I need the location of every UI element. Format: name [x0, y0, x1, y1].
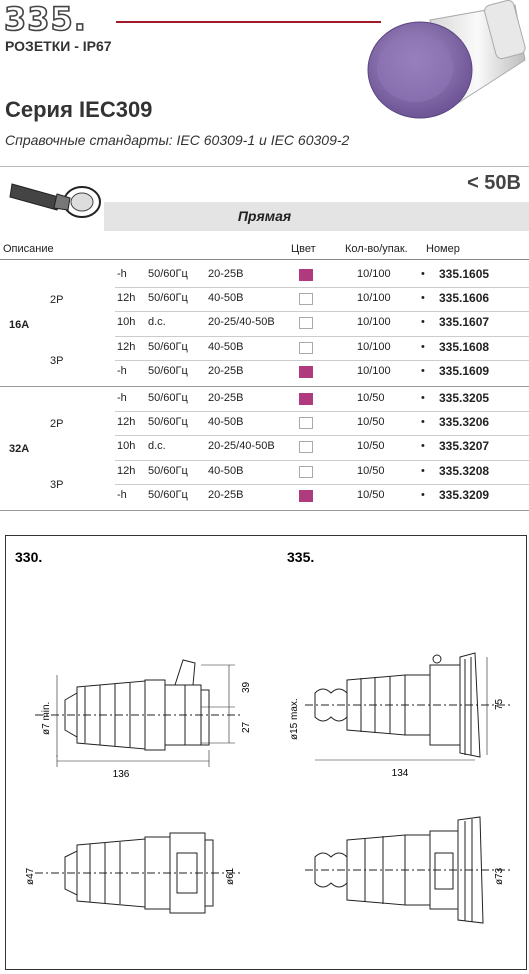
- row-voltage: 40-50В: [208, 292, 244, 305]
- dim-height-75: 75: [494, 698, 505, 710]
- row-pack: 10/50: [357, 392, 385, 404]
- table-divider: [115, 360, 529, 361]
- divider: [0, 166, 529, 167]
- row-number: 335.1606: [439, 291, 490, 306]
- row-pack: 10/100: [357, 364, 391, 377]
- header-underline: [0, 259, 529, 260]
- color-swatch: [299, 269, 313, 281]
- color-swatch: [299, 490, 313, 502]
- dim-length-136: 136: [112, 769, 130, 780]
- table-divider: [115, 460, 529, 461]
- row-number: 335.1607: [439, 315, 490, 330]
- variant-label: Прямая: [237, 208, 292, 224]
- row-bullet: •: [421, 268, 425, 280]
- small-product-photo: [2, 172, 104, 222]
- current-label: 16A: [9, 318, 30, 331]
- dim-length-134: 134: [391, 768, 409, 779]
- series-title: Серия IEC309: [5, 97, 153, 122]
- row-h: 12h: [117, 464, 136, 477]
- color-swatch: [299, 366, 313, 378]
- row-bullet: •: [421, 416, 425, 429]
- col-description: Описание: [3, 243, 54, 255]
- color-swatch: [299, 293, 313, 305]
- row-voltage: 20-25/40-50В: [208, 440, 275, 453]
- row-number: 335.3209: [439, 487, 490, 502]
- color-swatch: [299, 317, 313, 329]
- category-title: РОЗЕТКИ - IP67: [5, 38, 112, 54]
- table-divider: [115, 411, 529, 412]
- row-pack: 10/50: [357, 488, 385, 501]
- row-frequency: 50/60Гц: [148, 364, 188, 377]
- table-divider: [115, 287, 529, 288]
- row-frequency: 50/60Гц: [148, 416, 188, 429]
- row-bullet: •: [421, 392, 425, 404]
- drawing-label-330: 330.: [15, 549, 43, 565]
- dim-h-39: 39: [241, 681, 252, 693]
- row-number: 335.3207: [439, 439, 490, 454]
- table-divider: [0, 510, 529, 511]
- pole-label: 2P: [50, 418, 64, 431]
- row-number: 335.3208: [439, 463, 490, 478]
- row-pack: 10/50: [357, 416, 385, 429]
- row-frequency: 50/60Гц: [148, 392, 188, 404]
- row-h: 10h: [117, 316, 136, 329]
- row-voltage: 40-50В: [208, 340, 244, 353]
- row-voltage: 20-25В: [208, 268, 244, 280]
- row-frequency: 50/60Гц: [148, 292, 188, 305]
- row-bullet: •: [421, 440, 425, 453]
- row-bullet: •: [421, 340, 425, 353]
- row-h: 12h: [117, 292, 136, 305]
- dim-min-dia: ø7 min.: [41, 701, 52, 735]
- row-h: 10h: [117, 440, 136, 453]
- row-pack: 10/100: [357, 340, 391, 353]
- header-rule: [116, 21, 381, 23]
- standards-text: Справочные стандарты: IEC 60309-1 и IEC 60309-2: [5, 132, 350, 148]
- row-number: 335.3205: [439, 391, 490, 405]
- row-bullet: •: [421, 464, 425, 477]
- row-h: -h: [117, 392, 127, 404]
- col-color: Цвет: [291, 243, 316, 255]
- table-divider: [115, 311, 529, 312]
- color-swatch: [299, 466, 313, 478]
- pole-label: 3P: [50, 478, 64, 491]
- color-swatch: [299, 441, 313, 453]
- row-h: -h: [117, 364, 127, 377]
- row-h: -h: [117, 268, 127, 280]
- row-h: 12h: [117, 340, 136, 353]
- plug-top-view: [35, 833, 240, 913]
- row-frequency: d.c.: [148, 440, 166, 453]
- row-voltage: 20-25В: [208, 364, 244, 377]
- row-frequency: 50/60Гц: [148, 268, 188, 280]
- current-label: 32A: [9, 442, 30, 455]
- dim-max-dia: ø15 max.: [289, 698, 300, 740]
- pole-label: 2P: [50, 294, 64, 307]
- row-bullet: •: [421, 488, 425, 501]
- col-pack: Кол-во/упак.: [345, 243, 408, 255]
- row-pack: 10/50: [357, 464, 385, 477]
- col-number: Номер: [426, 243, 460, 255]
- row-frequency: 50/60Гц: [148, 488, 188, 501]
- pole-label: 3P: [50, 354, 64, 367]
- row-frequency: 50/60Гц: [148, 464, 188, 477]
- table-divider: [115, 484, 529, 485]
- row-bullet: •: [421, 364, 425, 377]
- row-number: 335.3206: [439, 415, 490, 430]
- color-swatch: [299, 393, 313, 405]
- row-frequency: 50/60Гц: [148, 340, 188, 353]
- row-frequency: d.c.: [148, 316, 166, 329]
- row-pack: 10/100: [357, 316, 391, 329]
- socket-side-view: [305, 653, 510, 760]
- table-divider: [0, 386, 529, 387]
- row-voltage: 20-25В: [208, 488, 244, 501]
- voltage-label: < 50В: [467, 172, 521, 194]
- table-divider: [115, 435, 529, 436]
- row-bullet: •: [421, 316, 425, 329]
- row-voltage: 40-50В: [208, 416, 244, 429]
- product-code-heading: 335.: [4, 0, 87, 38]
- socket-top-view: [305, 817, 510, 923]
- dim-dia-61: ø61: [225, 867, 236, 885]
- color-swatch: [299, 417, 313, 429]
- product-photo: [360, 0, 529, 150]
- row-h: 12h: [117, 416, 136, 429]
- row-pack: 10/100: [357, 292, 391, 305]
- dim-dia-73: ø73: [494, 867, 505, 885]
- row-pack: 10/50: [357, 440, 385, 453]
- row-number: 335.1608: [439, 339, 490, 354]
- row-number: 335.1605: [439, 267, 490, 281]
- row-number: 335.1609: [439, 363, 490, 378]
- row-voltage: 20-25/40-50В: [208, 316, 275, 329]
- technical-drawings: [5, 535, 527, 970]
- dim-dia-47: ø47: [25, 867, 36, 885]
- row-h: -h: [117, 488, 127, 501]
- row-bullet: •: [421, 292, 425, 305]
- row-voltage: 20-25В: [208, 392, 244, 404]
- color-swatch: [299, 342, 313, 354]
- row-voltage: 40-50В: [208, 464, 244, 477]
- drawing-label-335: 335.: [287, 549, 315, 565]
- table-divider: [115, 336, 529, 337]
- dim-h-27: 27: [241, 721, 252, 733]
- plug-side-view: [35, 660, 240, 767]
- row-pack: 10/100: [357, 268, 391, 280]
